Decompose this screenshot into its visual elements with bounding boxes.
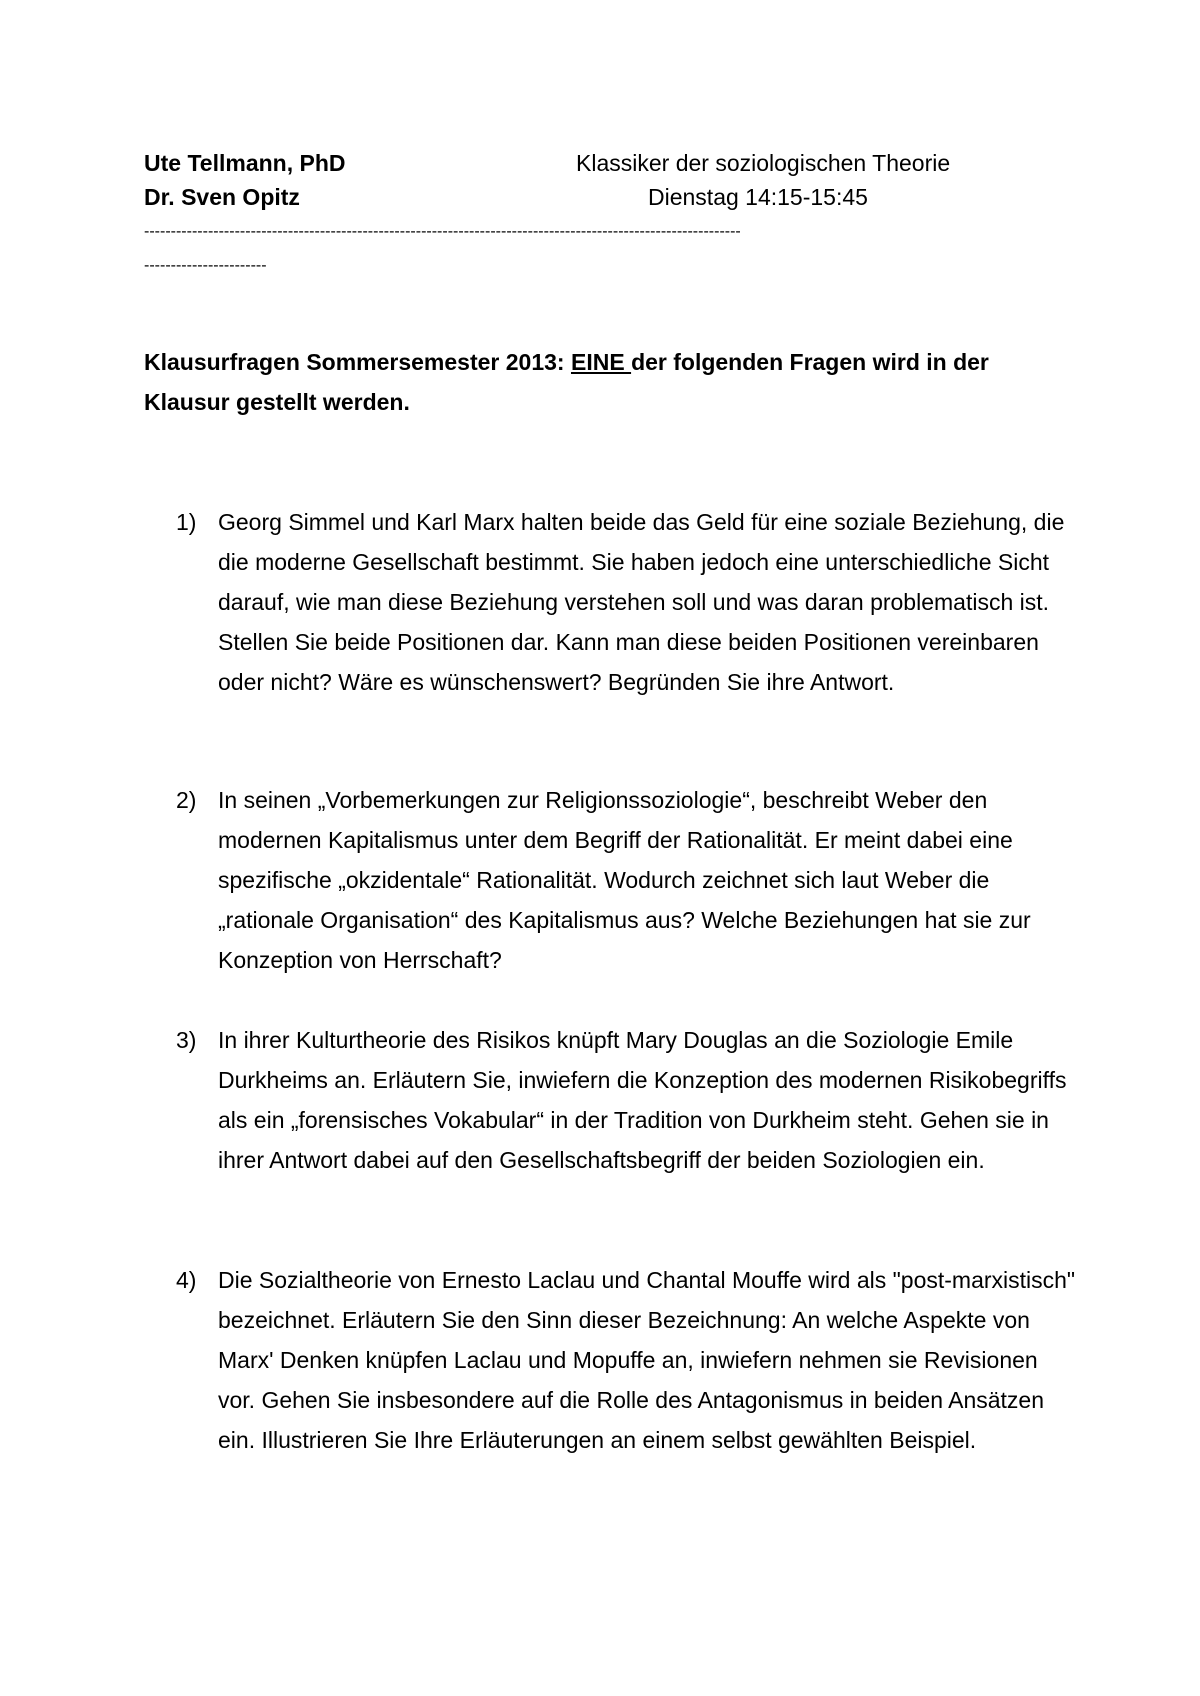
author-secondary: Dr. Sven Opitz (144, 184, 300, 210)
instructions-rest: der folgenden Fragen wird in der Klausur gestellt werden. (144, 349, 989, 415)
question-item (144, 1260, 1084, 1460)
question-text: Die Sozialtheorie von Ernesto Laclau und Chantal Mouffe wird als "post-marxistisch" bezeichnet. Erläutern Sie den Sinn dieser Bezeichnung: An welche Aspekte von Marx' Denken knüpfen Laclau und Mopuffe an, inwiefern nehmen sie Revisionen vor. Gehen Sie insbesondere auf die Rolle des Antagonismus in beiden Ansätzen ein. Illustrieren Sie Ihre Erläuterungen an einem selbst gewählten Beispiel. (218, 1267, 1076, 1453)
question-number: 2) (176, 787, 197, 813)
question-item (144, 1020, 1084, 1180)
separator-line: ---------------------------------------------------------------------------------------------------------------- (144, 223, 741, 240)
instructions-emphasis: EINE (570, 349, 632, 375)
author-primary: Ute Tellmann, PhD (144, 150, 346, 176)
question-text: In ihrer Kulturtheorie des Risikos knüpft Mary Douglas an die Soziologie Emile Durkheims an. Erläutern Sie, inwiefern die Konzeption des modernen Risikobegriffs als ein „forensisches Vokabular“ in der Tradition von Durkheim steht. Gehen sie in ihrer Antwort dabei auf den Gesellschaftsbegriff der beiden Soziologien ein. (218, 1027, 1067, 1173)
course-title: Klassiker der soziologischen Theorie (576, 150, 951, 176)
question-number: 4) (176, 1267, 197, 1293)
question-number: 3) (176, 1027, 197, 1053)
question-item (144, 780, 1084, 980)
course-time: Dienstag 14:15-15:45 (648, 184, 868, 210)
question-text: Georg Simmel und Karl Marx halten beide das Geld für eine soziale Beziehung, die die moderne Gesellschaft bestimmt. Sie haben jedoch eine unterschiedliche Sicht darauf, wie man diese Beziehung verstehen soll und was daran problematisch ist. Stellen Sie beide Positionen dar. Kann man diese beiden Positionen vereinbaren oder nicht? Wäre es wünschenswert? Begründen Sie ihre Antwort. (218, 509, 1065, 695)
separator-line-continued: ----------------------- (144, 257, 267, 274)
exam-instructions (144, 342, 1074, 422)
question-item (144, 502, 1084, 702)
instructions-lead: Klausurfragen Sommersemester 2013: (144, 349, 571, 375)
question-text: In seinen „Vorbemerkungen zur Religionssoziologie“, beschreibt Weber den modernen Kapitalismus unter dem Begriff der Rationalität. Er meint dabei eine spezifische „okzidentale“ Rationalität. Wodurch zeichnet sich laut Weber die „rationale Organisation“ des Kapitalismus aus? Welche Beziehungen hat sie zur Konzeption von Herrschaft? (218, 787, 1031, 973)
question-number: 1) (176, 509, 197, 535)
